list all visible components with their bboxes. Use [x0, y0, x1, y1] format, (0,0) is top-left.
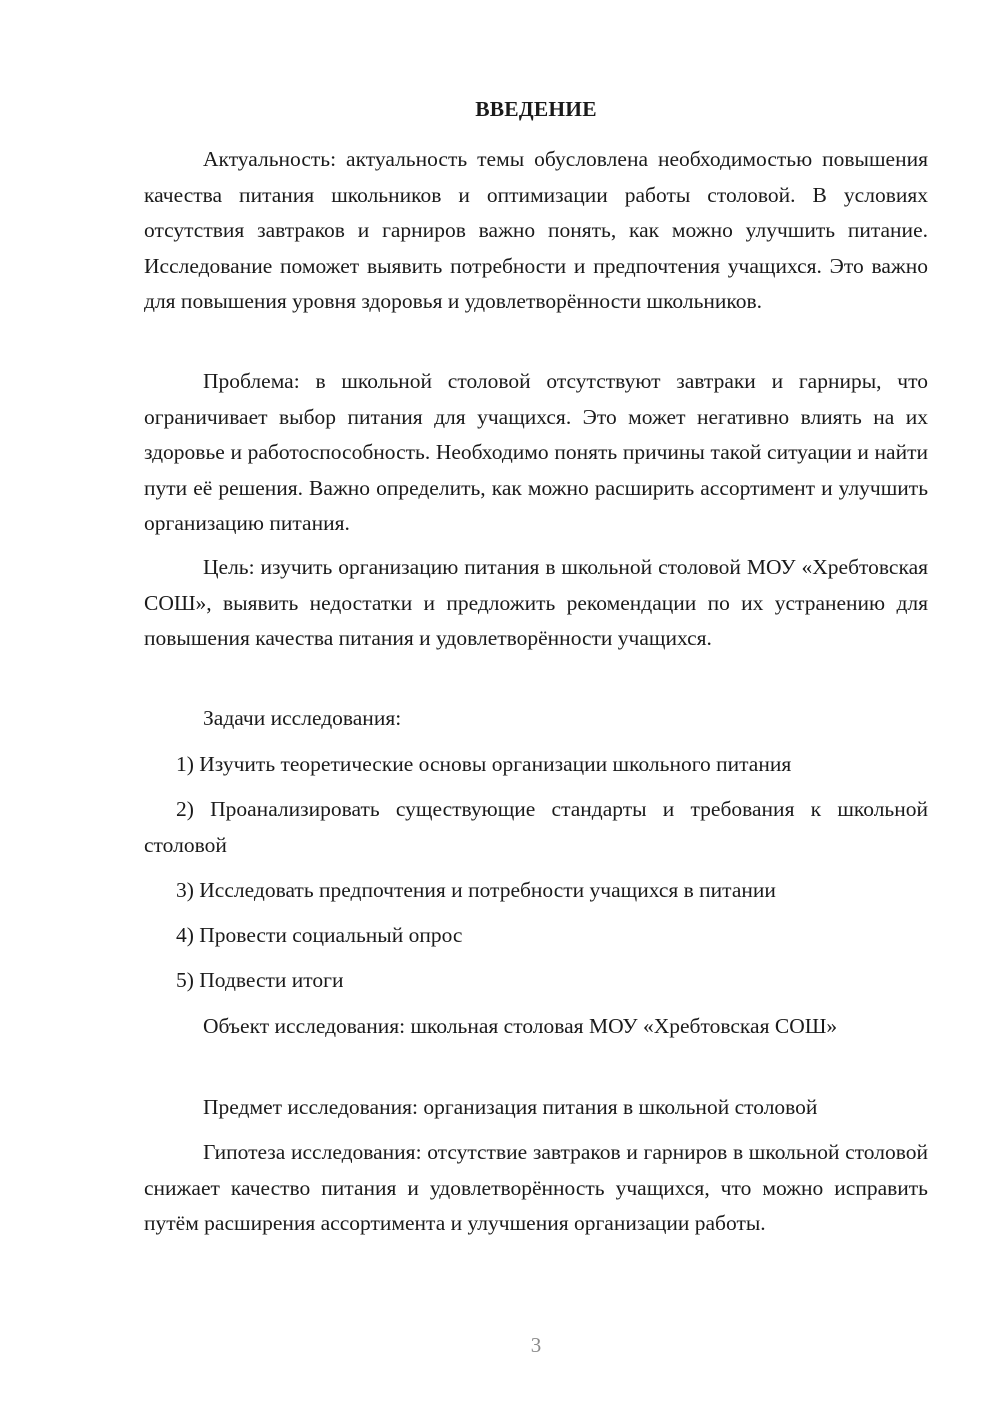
paragraph-object: Объект исследования: школьная столовая МОУ «Хребтовская СОШ» — [203, 1014, 838, 1038]
tasks-heading: Задачи исследования: — [203, 706, 402, 730]
paragraph-relevance: Актуальность: актуальность темы обусловлена необходимостью повышения качества питания школьников и оптимизации работы столовой. В условиях отсутствия завтраков и гарниров важно понять, как можно улучшить питание. Исследование поможет выявить потребности и предпочтения учащихся. Это важно для повышения уровня здоровья и удовлетворённости школьников. — [144, 147, 928, 313]
task-item: 1) Изучить теоретические основы организации школьного питания — [176, 752, 792, 776]
page-number: 3 — [530, 1333, 542, 1357]
paragraph-goal: Цель: изучить организацию питания в школьной столовой МОУ «Хребтовская СОШ», выявить недостатки и предложить рекомендации по их устранению для повышения качества питания и удовлетворённости учащихся. — [144, 555, 928, 650]
paragraph-hypothesis: Гипотеза исследования: отсутствие завтраков и гарниров в школьной столовой снижает качество питания и удовлетворённость учащихся, что можно исправить путём расширения ассортимента и улучшения организации работы. — [144, 1140, 928, 1235]
section-heading: ВВЕДЕНИЕ — [475, 97, 597, 121]
paragraph-subject: Предмет исследования: организация питания в школьной столовой — [203, 1095, 818, 1119]
paragraph-problem: Проблема: в школьной столовой отсутствуют завтраки и гарниры, что ограничивает выбор питания для учащихся. Это может негативно влиять на их здоровье и работоспособность. Необходимо понять причины такой ситуации и найти пути её решения. Важно определить, как можно расширить ассортимент и улучшить организацию питания. — [144, 369, 928, 535]
task-item: 3) Исследовать предпочтения и потребности учащихся в питании — [176, 878, 776, 902]
task-item: 5) Подвести итоги — [176, 968, 344, 992]
task-item: 2) Проанализировать существующие стандарты и требования к школьной столовой — [144, 797, 928, 857]
task-item: 4) Провести социальный опрос — [176, 923, 463, 947]
